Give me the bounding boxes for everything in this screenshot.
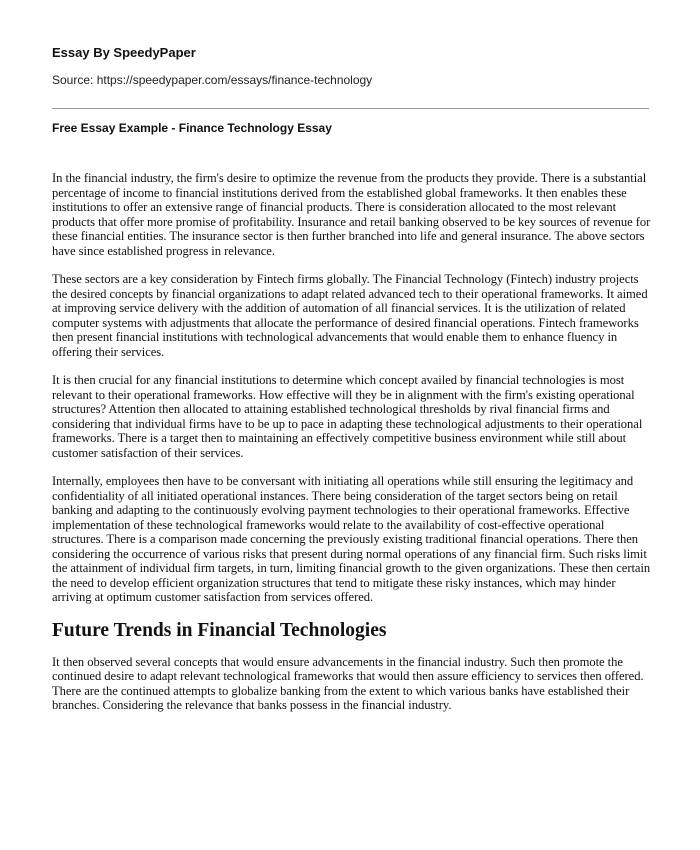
paragraph: These sectors are a key consideration by Fintech firms globally. The Financial Technology (Fintech) industry projects the desired concepts by financial organizations to adapt related advanced tech to their operational frameworks. It aimed at improving service delivery with the addition of automation of all financial services. It is the utilization of related computer systems with adjustments that allocate the performance of desired financial operations. Fintech frameworks then present financial institutions with technological advancements that would enable them to enhance fluency in offering their services. — [52, 272, 648, 359]
section-heading: Future Trends in Financial Technologies — [52, 619, 387, 641]
paragraph: Internally, employees then have to be conversant with initiating all operations while still ensuring the legitimacy and confidentiality of all initiated operational instances. There being consideration of the target sectors being on retail banking and adapting to the continuously evolving payment technologies to their operational frameworks. Effective implementation of these technological frameworks would relate to the availability of cost-effective operational structures. There is a comparison made concerning the previously existing traditional financial operations. There then considering the occurrence of various risks that present during normal operations of any financial firm. Such risks limit the attainment of individual firm targets, in turn, limiting financial growth to the given organizations. These then certain the need to develop efficient organization structures that tend to mitigate these risky instances, which may hinder arriving at optimum customer satisfaction from services offered. — [52, 474, 651, 604]
source-line: Source: https://speedypaper.com/essays/finance-technology — [52, 73, 373, 87]
header-divider — [52, 108, 649, 109]
paragraph: It then observed several concepts that would ensure advancements in the financial industry. Such then promote the continued desire to adapt relevant technological frameworks that would then assure efficiency to services then offered. There are the continued attempts to globalize banking from the extent to which various banks have established their branches. Considering the relevance that banks possess in the financial industry. — [52, 654, 644, 712]
paragraph: In the financial industry, the firm's desire to optimize the revenue from the products they provide. There is a substantial percentage of income to financial institutions derived from the established global frameworks. It then enables these institutions to offer an extensive range of financial products. There is consideration allocated to the most relevant products that offer more promise of profitability. Insurance and retail banking observed to be key sources of revenue for these financial entities. The insurance sector is then further branched into life and general insurance. The above sectors have since established progress in relevance. — [52, 171, 651, 258]
paragraph: It is then crucial for any financial institutions to determine which concept availed by financial technologies is most relevant to their operational frameworks. How effective will they be in alignment with the firm's existing operational structures? Attention then allocated to attaining established technological thresholds by rival financial firms and considering that individual firms have to be up to pace in adapting these technological adjustments to their operational frameworks. There is a target then to maintaining an effectively competitive business environment while still about customer satisfaction of their services. — [52, 373, 643, 460]
document-title: Free Essay Example - Finance Technology Essay — [52, 121, 332, 135]
brand-title: Essay By SpeedyPaper — [52, 45, 196, 60]
essay-body — [52, 171, 652, 727]
